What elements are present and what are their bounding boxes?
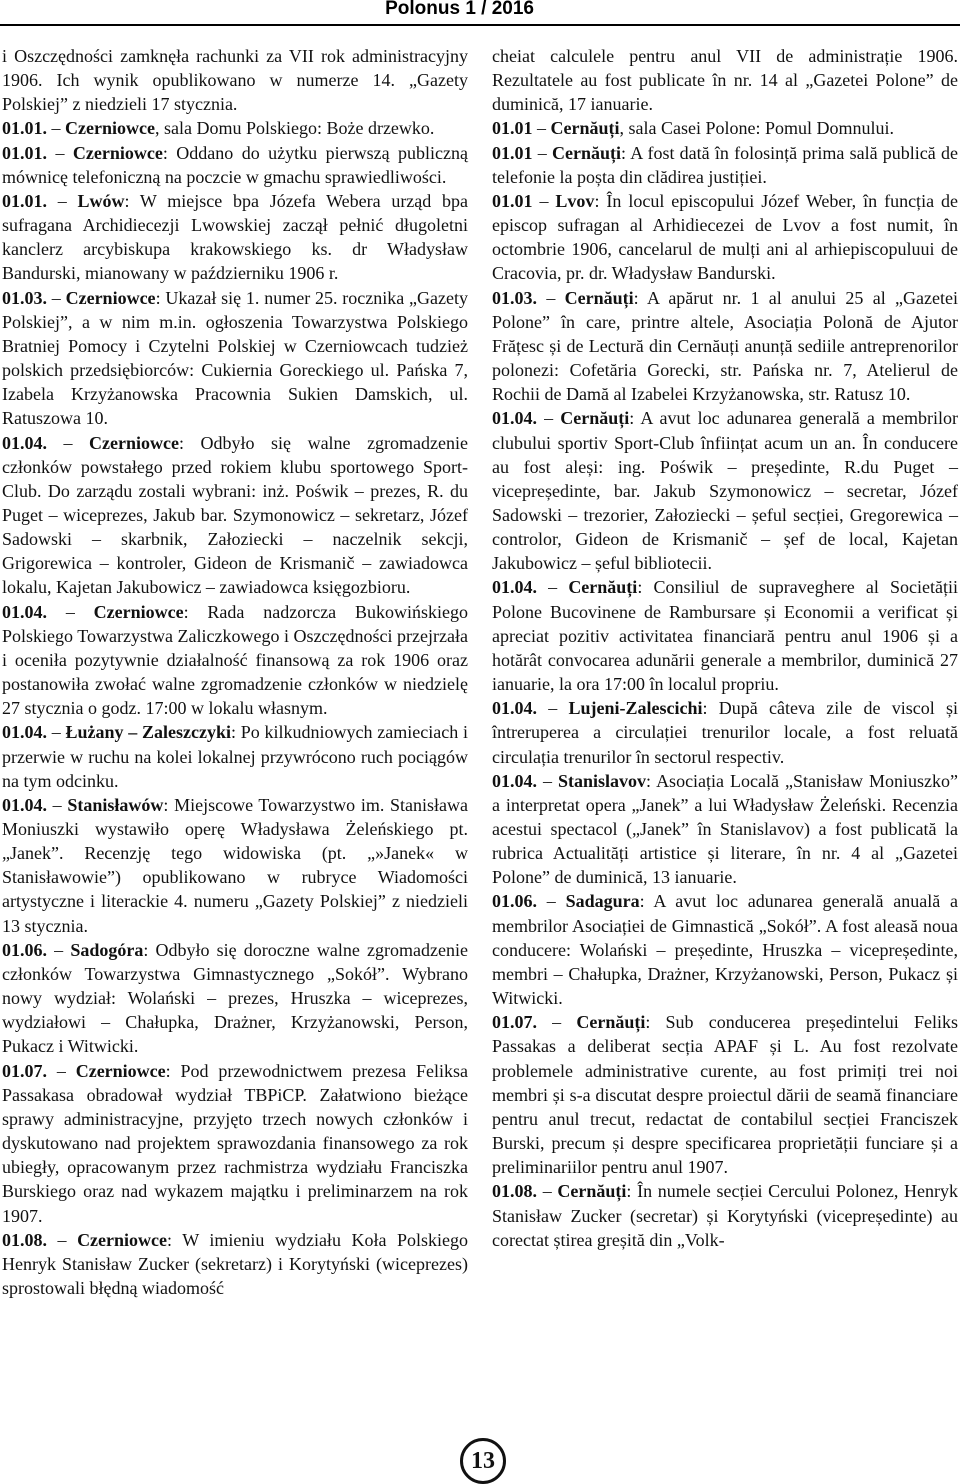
entry-date: 01.04.: [492, 408, 537, 429]
chronicle-entry: 01.01. – Czerniowce, sala Domu Polskiego: Boże drzewko.: [2, 118, 435, 139]
entry-date: 01.01.: [2, 118, 47, 139]
entry-date: 01.04.: [492, 577, 537, 598]
entry-date: 01.04.: [2, 432, 47, 453]
entry-text: : În locul episcopului Józef Weber, în funcția de episcop sufragan al Arhidiecezei de Lvov a fost numit, în octombrie 1906, cancelarul de mulți ani al arhiepiscopuluui de Cracovia, pr. dr. Władysław Bandurski.: [492, 190, 959, 284]
chronicle-entry: 01.04. – Stanisławów: Miejscowe Towarzystwo im. Stanisława Moniuszki wystawiło operę Władysława Żeleńskiego pt. „Janek”. Recenzję tego widowiska (pt. „»Janek« w Stanisławowie”) opublikowano w rubryce Wiadomości artystyczne i literackie 4. numeru „Gazety Polskiej” z niedzieli 13 stycznia.: [2, 794, 469, 936]
chronicle-entry: 01.06. – Sadagura: A avut loc adunarea generală anuală a membrilor Asociației de Gimnastică „Sokół”. A fost aleasă noua conducere: Wolański – președinte, Hruszka – vicepreședinte, membri – Chałupka, Drażner, Krzyżanowski, Person, Pukacz și Witwicki.: [492, 891, 959, 1009]
entry-date: 01.01: [492, 142, 533, 163]
page-number: 13: [471, 1448, 495, 1474]
entry-text: : A fost dată în folosință prima sală publică de telefonie la poșta din clădirea justiției.: [492, 142, 958, 187]
entry-place: Stanisławów: [67, 794, 164, 815]
entry-date: 01.04.: [492, 698, 537, 719]
entry-text: : W miejsce bpa Józefa Webera urząd bpa sufragana Archidiecezji Lwowskiej zaczął pełnić długoletni kanclerz arcybiskupa krakowskiego ks. dr Władysław Bandurski, mianowany w październiku 1906 r.: [2, 190, 469, 284]
entry-place: Cernăuți: [564, 287, 634, 308]
chronicle-entry: 01.06. – Sadogóra: Odbyło się doroczne walne zgromadzenie członków Towarzystwa Gimnastycznego „Sokół”. Wybrano nowy wydział: Wolański – prezes, Hruszka – wiceprezes, wydziałowi – Chałupka, Drażner, Krzyżanowski, Person, Pukacz i Witwicki.: [2, 939, 468, 1057]
entry-text: : W imieniu wydziału Koła Polskiego Henryk Stanisław Zucker (sekretarz) i Korytyński (wiceprezes) sprostowali błędną wiadomość: [2, 1229, 468, 1298]
chronicle-entry: 01.07. – Czerniowce: Pod przewodnictwem prezesa Feliksa Passakasa obradował wydział TBPiCP. Załatwiono bieżące sprawy administracyjne, przyjęto trzech nowych członków i dyskutowano nad projektem sprawozdania finansowego za rok ubiegły, opracowanym przez rachmistrza wydziału Franciszka Burskiego oraz nad wykazem majątku i preliminarzem na rok 1907.: [2, 1060, 468, 1226]
entry-place: Czerniowce: [93, 601, 184, 622]
entry-date: 01.04.: [492, 770, 537, 791]
entry-date: 01.03.: [492, 287, 537, 308]
entry-date: 01.01: [492, 190, 533, 211]
entry-place: Cernăuți: [568, 577, 638, 598]
left-column-polish: [2, 44, 468, 1300]
entry-text: : Oddano do użytku pierwszą publiczną mównicę telefoniczną na poczcie w gmachu sprawiedliwości.: [2, 142, 468, 187]
entry-date: 01.01.: [2, 190, 47, 211]
entry-place: Czerniowce: [65, 118, 155, 139]
chronicle-entry: 01.04. – Łużany – Zaleszczyki: Po kilkudniowych zamieciach i przerwie w ruchu na kolei lokalnej przywrócono ruch pociągów na tym odcinku.: [2, 722, 468, 791]
journal-title: Polonus 1 / 2016: [385, 0, 534, 19]
entry-place: Lujeni-Zalescichi: [568, 698, 703, 719]
page-header: [0, 0, 960, 26]
entry-place: Cernăuți: [560, 408, 630, 429]
entry-text: : Pod przewodnictwem prezesa Feliksa Passakasa obradował wydział TBPiCP. Załatwiono bieżące sprawy administracyjne, przyjęto trzech nowych członków i dyskutowano nad projektem sprawozdania finansowego za rok ubiegły, opracowanym przez rachmistrza wydziału Franciszka Burskiego oraz nad wykazem majątku i preliminarzem na rok 1907.: [2, 1060, 468, 1226]
chronicle-entry: 01.01. – Czerniowce: Oddano do użytku pierwszą publiczną mównicę telefoniczną na poczcie w gmachu sprawiedliwości.: [2, 142, 468, 187]
entry-date: 01.06.: [492, 891, 537, 912]
entry-date: 01.08.: [2, 1229, 47, 1250]
entry-place: Czerniowce: [72, 142, 163, 163]
entry-place: Stanislavov: [558, 770, 647, 791]
entry-text: : Miejscowe Towarzystwo im. Stanisława Moniuszki wystawiło operę Władysława Żeleńskiego pt. „Janek”. Recenzję tego widowiska (pt. „»Janek« w Stanisławowie”) opublikowano w rubryce Wiadomości artystyczne i literackie 4. numeru „Gazety Polskiej” z niedzieli 13 stycznia.: [2, 794, 469, 936]
chronicle-entry: 01.04. – Cernăuți: A avut loc adunarea generală a membrilor clubului sportiv Sport-Club înființat acum un an. În conducere au fost aleși: ing. Poświk – președinte, R.du Puget – vicepreședinte, bar. Jakub Szymonowicz – secretar, Józef Sadowski – trezorier, Załoziecki – șeful secției, Gregorewica – controlor, Gideon de Krismanič – șef de local, Kajetan Jakubowicz – șeful bibliotecii.: [492, 408, 958, 574]
entry-date: 01.04.: [2, 794, 47, 815]
entry-text: , sala Domu Polskiego: Boże drzewko.: [154, 118, 435, 139]
entry-text: : Consiliul de supraveghere al Societății Polone Bucovinene de Rambursare și Economii a verificat și apreciat pozitiv activitatea financiară pentru anul 1906 și a hotărât convocarea adunării generale a membrilor, duminică 27 ianuarie, la ora 17:00 în localul propriu.: [492, 577, 959, 695]
entry-date: 01.01.: [2, 142, 47, 163]
entry-text: : A apărut nr. 1 al anului 25 al „Gazetei Polone” în care, printre altele, Asociația Polonă de Ajutor Frățesc și de Lectură din Cernăuți anunță sediile antreprenorilor polonezi: Cofetăria Gorecki, str. Pańska nr. 7, Atelierul de Rochii de Damă al Izabelei Krzyżanowska, str. Ratusz 10.: [492, 287, 958, 405]
entry-text: : Po kilkudniowych zamieciach i przerwie w ruchu na kolei lokalnej przywrócono ruch pociągów na tym odcinku.: [2, 722, 468, 791]
entry-date: 01.01: [492, 118, 533, 139]
entry-place: Lvov: [555, 190, 595, 211]
entry-text: , sala Casei Polone: Pomul Domnului.: [619, 118, 894, 139]
chronicle-entry: 01.08. – Cernăuți: În numele secției Cercului Polonez, Henryk Stanisław Zucker (secretar) și Korytyński (vicepreședinte) au corectat știrea greșită din „Volk-: [492, 1181, 959, 1250]
right-column-romanian: [492, 44, 958, 1252]
entry-text: cheiat calculele pentru anul VII de administrație 1906. Rezultatele au fost publicate în nr. 14 al „Gazetei Polone” de duminică, 17 ianuarie.: [492, 46, 958, 115]
entry-place: Czerniowce: [89, 432, 180, 453]
entry-date: 01.04.: [2, 601, 47, 622]
entry-date: 01.03.: [2, 287, 47, 308]
entry-place: Cernăuți: [557, 1181, 627, 1202]
entry-place: Cernăuți: [576, 1012, 646, 1033]
entry-date: 01.06.: [2, 939, 47, 960]
chronicle-entry: 01.01. – Lwów: W miejsce bpa Józefa Webera urząd bpa sufragana Archidiecezji Lwowskiej zaczął pełnić długoletni kanclerz arcybiskupa krakowskiego ks. dr Władysław Bandurski, mianowany w październiku 1906 r.: [2, 190, 469, 284]
entry-place: Cernăuți: [550, 118, 620, 139]
chronicle-entry: [492, 44, 958, 116]
entry-text: : Rada nadzorcza Bukowińskiego Polskiego Towarzystwa Zaliczkowego i Oszczędności przejrzała i oceniła pozytywnie działalność finansową za rok 1906 oraz postanowiła zwołać walne zgromadzenie członków w niedzielę 27 stycznia o godz. 17:00 w lokalu własnym.: [2, 601, 468, 719]
entry-text: : Sub conducerea președintelui Feliks Passakas a deliberat secția APAF și L. Au fost rezolvate problemele administrative curente, au fost primiți trei noi membri și s-a discutat despre proiectul dării de seamă financiare pentru anul trecut, redactat de contabilul secției Franciszek Burski, precum și despre specificarea proprietății funciare și a preliminariilor pentru anul 1907.: [492, 1012, 958, 1178]
entry-text: : După câteva zile de viscol și întreruperea a circulației trenurilor locale, a fost reluată circulația trenurilor în sectorul respectiv.: [492, 698, 959, 767]
chronicle-entry: 01.04. – Stanislavov: Asociația Locală „Stanisław Moniuszko” a interpretat opera „Janek” a lui Władysław Żeleński. Recenzia acestui spectacol („Janek” în Stanislavov) a fost publicată la rubrica Actualități artistice și literare, în nr. 4 al „Gazetei Polone” de duminică, 13 ianuarie.: [492, 770, 958, 888]
entry-place: Cernăuți: [551, 142, 621, 163]
chronicle-entry: 01.01 – Cernăuți: A fost dată în folosință prima sală publică de telefonie la poșta din clădirea justiției.: [492, 142, 958, 187]
entry-text: : Odbyło się doroczne walne zgromadzenie członków Towarzystwa Gimnastycznego „Sokół”. Wybrano nowy wydział: Wolański – prezes, Hruszka – wiceprezes, wydziałowi – Chałupka, Drażner, Krzyżanowski, Person, Pukacz i Witwicki.: [2, 939, 468, 1057]
chronicle-entry: 01.04. – Cernăuți: Consiliul de supraveghere al Societății Polone Bucovinene de Rambursare și Economii a verificat și apreciat pozitiv activitatea financiară pentru anul 1906 și a hotărât convocarea adunării generale a membrilor, duminică 27 ianuarie, la ora 17:00 în localul propriu.: [492, 577, 959, 695]
chronicle-entry: 01.04. – Lujeni-Zalescichi: După câteva zile de viscol și întreruperea a circulației trenurilor locale, a fost reluată circulația trenurilor în sectorul respectiv.: [492, 698, 959, 767]
chronicle-entry: 01.04. – Czerniowce: Rada nadzorcza Bukowińskiego Polskiego Towarzystwa Zaliczkowego i Oszczędności przejrzała i oceniła pozytywnie działalność finansową za rok 1906 oraz postanowiła zwołać walne zgromadzenie członków w niedzielę 27 stycznia o godz. 17:00 w lokalu własnym.: [2, 601, 468, 719]
chronicle-entry: 01.01 – Cernăuți, sala Casei Polone: Pomul Domnului.: [492, 118, 894, 139]
entry-text: : A avut loc adunarea generală a membrilor clubului sportiv Sport-Club înființat acum un an. În conducere au fost aleși: ing. Poświk – președinte, R.du Puget – vicepreședinte, bar. Jakub Szymonowicz – secretar, Józef Sadowski – trezorier, Załoziecki – șeful secției, Gregorewica – controlor, Gideon de Krismanič – șef de local, Kajetan Jakubowicz – șeful bibliotecii.: [492, 408, 958, 574]
page-number-badge: [460, 1438, 506, 1484]
entry-place: Czerniowce: [75, 1060, 166, 1081]
entry-text: : Asociația Locală „Stanisław Moniuszko” a interpretat opera „Janek” a lui Władysław Żeleński. Recenzia acestui spectacol („Janek” în Stanislavov) a fost publicată la rubrica Actualități artistice și literare, în nr. 4 al „Gazetei Polone” de duminică, 13 ianuarie.: [492, 770, 958, 888]
chronicle-entry: 01.03. – Czerniowce: Ukazał się 1. numer 25. rocznika „Gazety Polskiej”, a w nim m.in. ogłoszenia Towarzystwa Polskiego Bratniej Pomocy i Czytelni Polskiej w Czerniowcach tudzież polskich przedsiębiorców: Cukiernia Goreckiego ul. Pańska 7, Izabela Krzyżanowska Pracownia Sukien Damskich, ul. Ratuszowa 10.: [2, 287, 468, 429]
chronicle-entry: 01.07. – Cernăuți: Sub conducerea președintelui Feliks Passakas a deliberat secția APAF și L. Au fost rezolvate problemele administrative curente, au fost primiți trei noi membri și s-a discutat despre proiectul dării de seamă financiare pentru anul trecut, redactat de contabilul secției Franciszek Burski, precum și despre specificarea proprietății funciare și a preliminariilor pentru anul 1907.: [492, 1012, 958, 1178]
chronicle-entry: 01.04. – Czerniowce: Odbyło się walne zgromadzenie członków powstałego przed rokiem klubu sportowego Sport-Club. Do zarządu zostali wybrani: inż. Poświk – prezes, R. du Puget – wiceprezes, Jakub bar. Szymonowicz – sekretarz, Józef Sadowski – skarbnik, Załoziecki – naczelnik sekcji, Grigorewica – kontroler, Gideon de Krismanič – zawiadowca lokalu, Kajetan Jakubowicz – zawiadowca księgozbioru.: [2, 432, 469, 598]
chronicle-entry: 01.03. – Cernăuți: A apărut nr. 1 al anului 25 al „Gazetei Polone” în care, printre altele, Asociația Polonă de Ajutor Frățesc și de Lectură din Cernăuți anunță sediile antreprenorilor polonezi: Cofetăria Gorecki, str. Pańska nr. 7, Atelierul de Rochii de Damă al Izabelei Krzyżanowska, str. Ratusz 10.: [492, 287, 958, 405]
entry-place: Sadogóra: [70, 939, 144, 960]
entry-place: Sadagura: [565, 891, 640, 912]
entry-text: : Odbyło się walne zgromadzenie członków powstałego przed rokiem klubu sportowego Sport-Club. Do zarządu zostali wybrani: inż. Poświk – prezes, R. du Puget – wiceprezes, Jakub bar. Szymonowicz – sekretarz, Józef Sadowski – skarbnik, Załoziecki – naczelnik sekcji, Grigorewica – kontroler, Gideon de Krismanič – zawiadowca lokalu, Kajetan Jakubowicz – zawiadowca księgozbioru.: [2, 432, 469, 598]
entry-place: Czerniowce: [77, 1229, 168, 1250]
entry-date: 01.08.: [492, 1181, 537, 1202]
entry-date: 01.07.: [2, 1060, 47, 1081]
header-rule: [0, 24, 960, 26]
entry-text: : A avut loc adunarea generală anuală a membrilor Asociației de Gimnastică „Sokół”. A fost aleasă noua conducere: Wolański – președinte, Hruszka – vicepreședinte, membri – Chałupka, Drażner, Krzyżanowski, Person, Pukacz și Witwicki.: [492, 891, 959, 1009]
entry-place: Czerniowce: [65, 287, 156, 308]
entry-date: 01.07.: [492, 1012, 537, 1033]
chronicle-entry: 01.01 – Lvov: În locul episcopului Józef Weber, în funcția de episcop sufragan al Arhidiecezei de Lvov a fost numit, în octombrie 1906, cancelarul de mulți ani al arhiepiscopuluui de Cracovia, pr. dr. Władysław Bandurski.: [492, 190, 959, 284]
entry-date: 01.04.: [2, 722, 47, 743]
entry-place: Łużany – Zaleszczyki: [65, 722, 232, 743]
chronicle-entry: [2, 44, 468, 116]
chronicle-entry: 01.08. – Czerniowce: W imieniu wydziału Koła Polskiego Henryk Stanisław Zucker (sekretarz) i Korytyński (wiceprezes) sprostowali błędną wiadomość: [2, 1229, 468, 1298]
entry-text: : În numele secției Cercului Polonez, Henryk Stanisław Zucker (secretar) și Korytyński (vicepreședinte) au corectat știrea greșită din „Volk-: [492, 1181, 959, 1250]
entry-text: i Oszczędności zamknęła rachunki za VII rok administracyjny 1906. Ich wynik opublikowano w numerze 14. „Gazety Polskiej” z niedzieli 17 stycznia.: [2, 46, 468, 115]
entry-text: : Ukazał się 1. numer 25. rocznika „Gazety Polskiej”, a w nim m.in. ogłoszenia Towarzystwa Polskiego Bratniej Pomocy i Czytelni Polskiej w Czerniowcach tudzież polskich przedsiębiorców: Cukiernia Goreckiego ul. Pańska 7, Izabela Krzyżanowska Pracownia Sukien Damskich, ul. Ratuszowa 10.: [2, 287, 468, 429]
entry-place: Lwów: [77, 190, 125, 211]
